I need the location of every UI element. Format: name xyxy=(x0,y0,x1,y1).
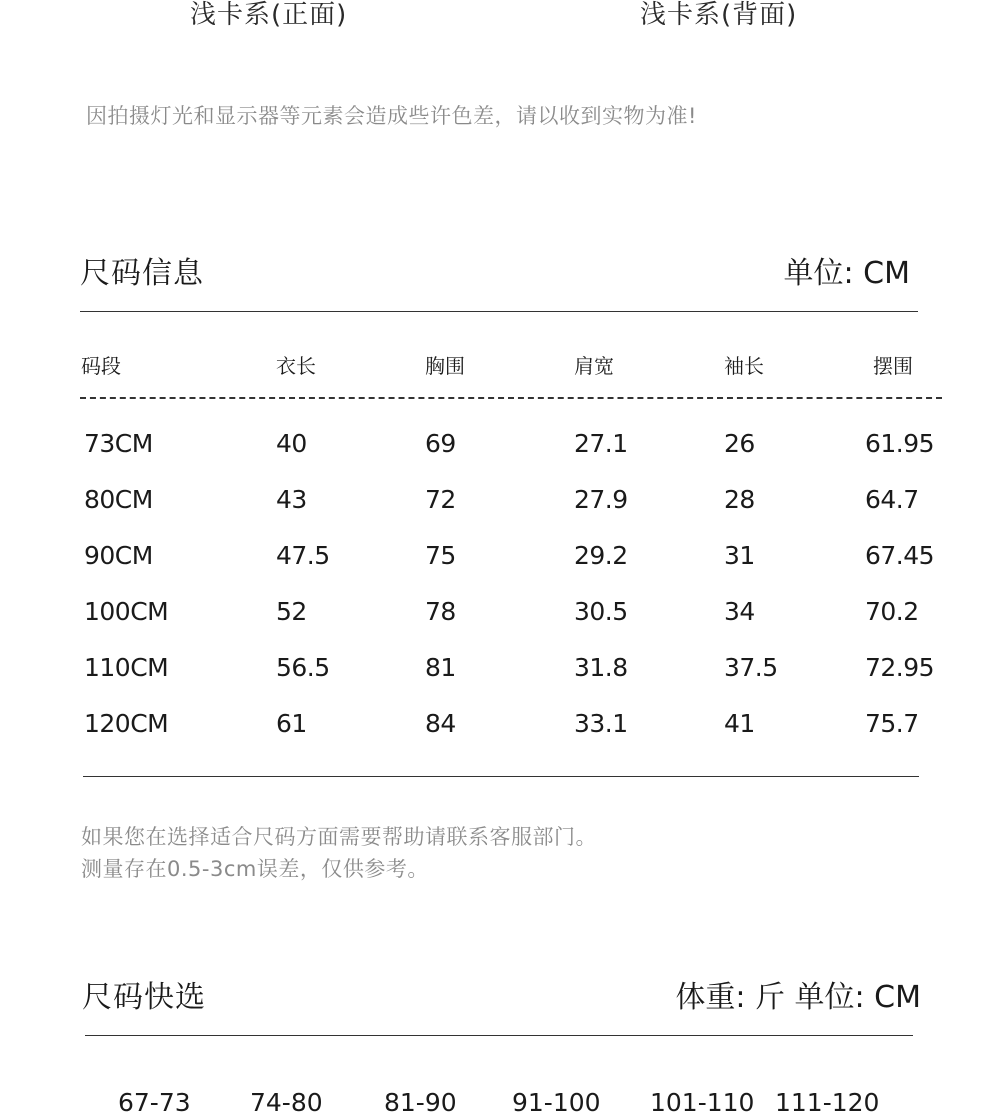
header-hem: 摆围 xyxy=(873,354,913,378)
quick-weight-cell: 111-120 xyxy=(775,1088,880,1117)
cell-chest: 72 xyxy=(425,485,456,514)
cell-size: 110CM xyxy=(84,653,169,682)
cell-length: 52 xyxy=(276,597,307,626)
header-size-range: 码段 xyxy=(81,354,121,378)
cell-hem: 64.7 xyxy=(865,485,919,514)
size-info-top-rule xyxy=(80,311,918,312)
cell-hem: 70.2 xyxy=(865,597,919,626)
cell-chest: 75 xyxy=(425,541,456,570)
cell-shoulder: 31.8 xyxy=(574,653,628,682)
cell-length: 40 xyxy=(276,429,307,458)
cell-sleeve: 37.5 xyxy=(724,653,778,682)
size-info-unit: 单位: CM xyxy=(783,256,910,291)
header-length: 衣长 xyxy=(276,354,316,378)
size-quick-top-rule xyxy=(85,1035,913,1036)
cell-chest: 81 xyxy=(425,653,456,682)
color-disclaimer: 因拍摄灯光和显示器等元素会造成些许色差，请以收到实物为准! xyxy=(86,104,697,128)
cell-length: 61 xyxy=(276,709,307,738)
cell-shoulder: 27.9 xyxy=(574,485,628,514)
quick-weight-cell: 81-90 xyxy=(384,1088,457,1117)
cell-chest: 84 xyxy=(425,709,456,738)
header-dashed-divider xyxy=(80,397,942,399)
back-view-label: 浅卡系(背面) xyxy=(640,0,798,30)
cell-sleeve: 31 xyxy=(724,541,755,570)
cell-size: 80CM xyxy=(84,485,153,514)
cell-size: 73CM xyxy=(84,429,153,458)
cell-chest: 78 xyxy=(425,597,456,626)
size-info-bottom-rule xyxy=(83,776,919,777)
size-info-title: 尺码信息 xyxy=(80,256,204,291)
cell-size: 100CM xyxy=(84,597,169,626)
cell-hem: 75.7 xyxy=(865,709,919,738)
cell-chest: 69 xyxy=(425,429,456,458)
cell-shoulder: 33.1 xyxy=(574,709,628,738)
quick-weight-cell: 101-110 xyxy=(650,1088,755,1117)
cell-length: 47.5 xyxy=(276,541,330,570)
header-chest: 胸围 xyxy=(425,354,465,378)
front-view-label: 浅卡系(正面) xyxy=(190,0,348,30)
quick-weight-cell: 91-100 xyxy=(512,1088,601,1117)
help-note: 如果您在选择适合尺码方面需要帮助请联系客服部门。 xyxy=(81,825,597,849)
cell-length: 43 xyxy=(276,485,307,514)
header-sleeve: 袖长 xyxy=(724,354,764,378)
quick-weight-cell: 74-80 xyxy=(250,1088,323,1117)
cell-size: 120CM xyxy=(84,709,169,738)
cell-sleeve: 28 xyxy=(724,485,755,514)
cell-hem: 67.45 xyxy=(865,541,935,570)
cell-length: 56.5 xyxy=(276,653,330,682)
cell-sleeve: 41 xyxy=(724,709,755,738)
quick-weight-cell: 67-73 xyxy=(118,1088,191,1117)
cell-hem: 61.95 xyxy=(865,429,935,458)
size-quick-title: 尺码快选 xyxy=(82,980,206,1015)
cell-hem: 72.95 xyxy=(865,653,935,682)
size-quick-unit: 体重: 斤 单位: CM xyxy=(675,980,921,1015)
cell-shoulder: 27.1 xyxy=(574,429,628,458)
header-shoulder: 肩宽 xyxy=(574,354,614,378)
cell-size: 90CM xyxy=(84,541,153,570)
cell-sleeve: 26 xyxy=(724,429,755,458)
cell-shoulder: 29.2 xyxy=(574,541,628,570)
cell-sleeve: 34 xyxy=(724,597,755,626)
cell-shoulder: 30.5 xyxy=(574,597,628,626)
tolerance-note: 测量存在0.5-3cm误差，仅供参考。 xyxy=(81,857,429,881)
